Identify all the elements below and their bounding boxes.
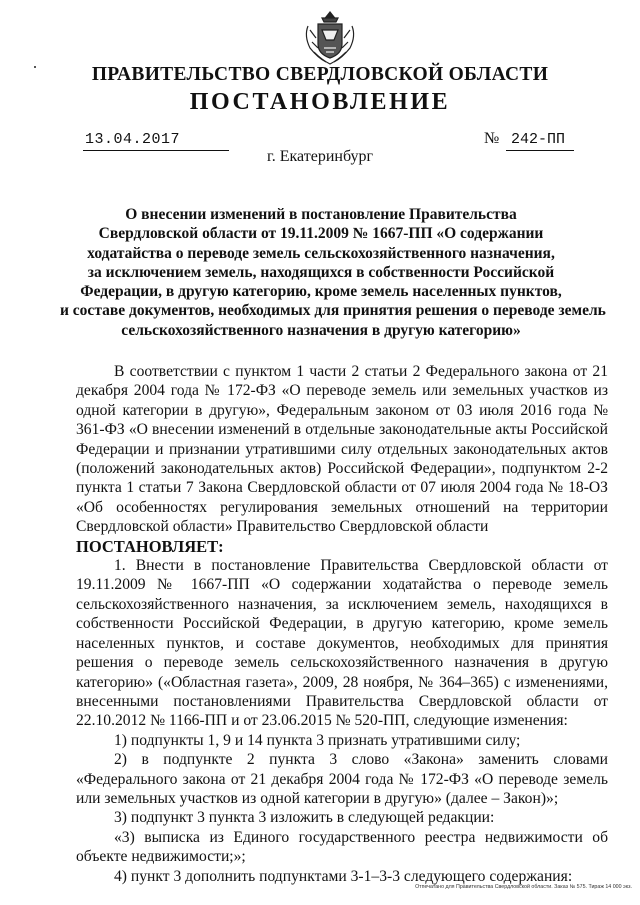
- subitem-1: 1) подпункты 1, 9 и 14 пункта 3 признать утратившими силу;: [114, 731, 521, 749]
- coat-of-arms-emblem: [300, 8, 360, 66]
- title-line: Свердловской области от 19.11.2009 № 1667-ПП «О содержании: [98, 225, 544, 243]
- subitem-3: 3) подпункт 3 пункта 3 изложить в следующей редакции:: [114, 809, 495, 827]
- city: г. Екатеринбург: [266, 148, 374, 165]
- document-number: 242-ПП: [511, 131, 566, 148]
- document-type: ПОСТАНОВЛЕНИЕ: [189, 89, 451, 115]
- print-footer: Отпечатано для Правительства Свердловской области. Заказ № 575. Тираж 14 000 экз.: [415, 884, 632, 890]
- title-line: О внесении изменений в постановление Правительства: [125, 206, 517, 223]
- preamble-paragraph: В соответствии с пунктом 1 части 2 статьи 2 Федерального закона от 21 декабря 2004 года № 172-ФЗ «О переводе земель или земельных участков из одной категории в другую», Федеральным законом от 03 июля 2016 года № 361-ФЗ «О внесении изменений в отдельные законодательные акты Российской Федерации и признании утратившими силу отдельных законодательных актов (положений законодательных актов) Российской Федерации», подпунктом 2-2 пункта 1 статьи 7 Закона Свердловской области от 07 июля 2004 года № 18-ОЗ «Об особенностях регулирования земельных отношений на территории Свердловской области» Правительство Свердловской области: [76, 363, 608, 536]
- document-title: [60, 205, 606, 340]
- title-line: за исключением земель, находящихся в собственности Российской: [87, 263, 555, 281]
- title-line: ходатайства о переводе земель сельскохозяйственного назначения,: [87, 244, 555, 262]
- document-body: [76, 362, 608, 886]
- title-line: сельскохозяйственного назначения в другую категорию»: [121, 321, 521, 339]
- document-date: 13.04.2017: [85, 131, 181, 148]
- quoted-text: «3) выписка из Единого государственного реестра недвижимости об объекте недвижимости;»;: [76, 828, 608, 866]
- subitem-2: 2) в подпункте 2 пункта 3 слово «Закона» заменить словами «Федерального закона от 21 декабря 2004 года № 172-ФЗ «О переводе земель или земельных участков из одной категории в другую» (далее – Закон)»;: [76, 751, 608, 807]
- title-line: и составе документов, необходимых для принятия решения о переводе земель: [60, 302, 606, 320]
- decree-keyword: ПОСТАНОВЛЯЕТ:: [76, 536, 224, 556]
- number-label: №: [484, 130, 500, 147]
- government-name: ПРАВИТЕЛЬСТВО СВЕРДЛОВСКОЙ ОБЛАСТИ: [91, 64, 549, 85]
- subitem-4: 4) пункт 3 дополнить подпунктами 3-1–3-3 следующего содержания:: [114, 867, 573, 885]
- title-line: Федерации, в другую категорию, кроме земель населенных пунктов,: [80, 283, 562, 301]
- item-1-paragraph: 1. Внести в постановление Правительства Свердловской области от 19.11.2009 № 1667-ПП «О содержании ходатайства о переводе земель сельскохозяйственного назначения, за исключением земель, находящихся в собственности Российской Федерации, в другую категорию, кроме земель населенных пунктов, и составе документов, необходимых для принятия решения о переводе земель сельскохозяйственного назначения в другую категорию» («Областная газета», 2009, 28 ноября, № 364–365) с изменениями, внесенными постановлениями Правительства Свердловской области от 22.10.2012 № 1166-ПП и от 23.06.2015 № 520-ПП, следующие изменения:: [76, 557, 608, 730]
